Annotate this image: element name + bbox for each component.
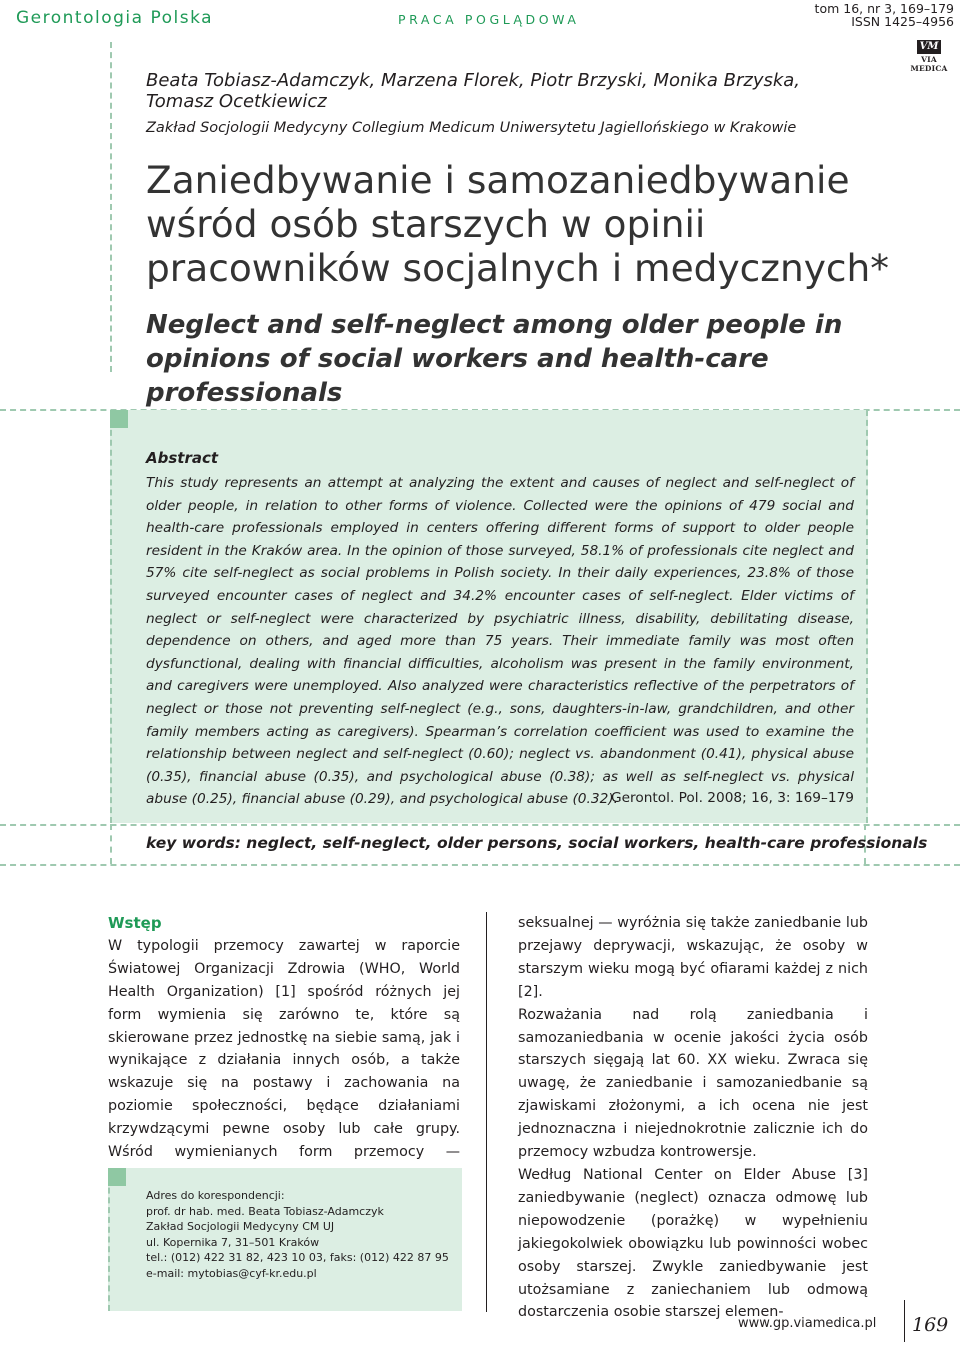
journal-name: Gerontologia Polska <box>16 8 214 28</box>
abstract-heading: Abstract <box>146 449 219 467</box>
correspondence-name: prof. dr hab. med. Beata Tobiasz-Adamczyk <box>146 1204 384 1218</box>
vm-logo-mark: VM <box>917 40 941 54</box>
volume-info <box>815 2 954 28</box>
dashed-divider-middle <box>0 824 960 826</box>
paragraph: W typologii przemocy zawartej w raporcie Światowej Organizacji Zdrowia (WHO, World Health Organization) [1] spośród różnych jej form wymienia się zarówno te, które są skierowane przez jednostkę na siebie samą, jak i wynikające z działania innych osób, a także wskazuje się na postawy i zachowania na poziomie społeczności, będące działaniami krzywdzącymi pewne osoby lub całe grupy. Wśród wymienianych form przemocy — <box>108 937 460 1161</box>
dashed-margin-line <box>110 824 112 864</box>
correspondence-dept: Zakład Socjologii Medycyny CM UJ <box>146 1220 335 1233</box>
affiliation: Zakład Socjologii Medycyny Collegium Medicum Uniwersytetu Jagiellońskiego w Krakowie <box>146 120 797 136</box>
keywords: key words: neglect, self-neglect, older persons, social workers, health-care professionals <box>146 834 928 852</box>
citation: Gerontol. Pol. 2008; 16, 3: 169–179 <box>611 790 854 806</box>
title-polish: Zaniedbywanie i samozaniedbywanie wśród osób starszych w opinii pracowników socjalnych i medycznych* <box>146 158 890 290</box>
authors: Beata Tobiasz-Adamczyk, Marzena Florek, Piotr Brzyski, Monika Brzyska, Tomasz Ocetkiewicz <box>146 70 801 112</box>
body-column-right <box>518 912 868 1324</box>
correspondence-email: e-mail: mytobias@cyf-kr.edu.pl <box>146 1266 317 1280</box>
section-heading: Wstęp <box>108 914 162 932</box>
correspondence-phone: tel.: (012) 422 31 82, 423 10 03, faks: (012) 422 87 95 <box>146 1251 449 1264</box>
correspondence-text <box>146 1188 449 1281</box>
column-separator <box>486 912 487 1312</box>
marker-square <box>108 1168 126 1186</box>
page-number: 169 <box>912 1314 949 1336</box>
via-medica-logo <box>902 40 956 73</box>
journal-url: www.gp.viamedica.pl <box>738 1316 877 1331</box>
marker-square <box>110 410 128 428</box>
vm-logo-text: VIA MEDICA <box>910 55 948 73</box>
paragraph: Rozważania nad rolą zaniedbania i samozaniedbania w ocenie jakości życia osób starszych sięgają lat 60. XX wieku. Zwraca się uwagę, że zaniedbanie i samozaniedbanie są zjawiskami złożonymi, a ich ocena nie jest jednoznaczna i niejednokrotnie zalicznie ich do przemocy wzbudza kontrowersje. <box>518 1006 868 1161</box>
dashed-margin-line <box>110 42 112 372</box>
correspondence-label: Adres do korespondencji: <box>146 1189 285 1202</box>
title-english: Neglect and self-neglect among older people in opinions of social workers and health-care professionals <box>146 310 843 408</box>
dashed-divider-bottom <box>0 864 960 866</box>
issn-line: ISSN 1425–4956 <box>851 14 954 29</box>
paragraph: Według National Center on Elder Abuse [3] zaniedbywanie (neglect) oznacza odmowę lub niepowodzenie (porażkę) w wypełnieniu jakiegokolwiek obowiązku lub powinności wobec osoby starszej. Zwykle zaniedbywanie jest utożsamiane z zaniechaniem lub odmową dostarczenia osobie starszej elemen- <box>518 1166 868 1321</box>
abstract-text: This study represents an attempt at analyzing the extent and causes of neglect and self-neglect of older people, in relation to other forms of violence. Collected were the opinions of 479 social and health-care professionals employed in centers offering different forms of support to older people resident in the Kraków area. In the opinion of those surveyed, 58.1% of professionals cite neglect and 57% cite self-neglect as social problems in Polish society. In their daily experiences, 23.8% of those surveyed encounter cases of neglect and 34.2% encounter cases of self-neglect. Elder victims of neglect or self-neglect were characterized by psychiatric illness, disability, debilitating disease, dependence on others, and aged more than 75 years. Their immediate family was most often dysfunctional, dealing with financial difficulties, alcoholism was present in the family environment, and caregivers were unemployed. Also analyzed were characteristics reflective of the perpetrators of neglect or those not preventing self-neglect (e.g., sons, daughters-in-law, grandchildren, and other family members acting as caregivers). Spearman’s correlation coefficient was used to examine the relationship between neglect and self-neglect (0.60); neglect vs. abandonment (0.41), physical abuse (0.35), financial abuse (0.35), and psychological abuse (0.38); as well as self-neglect vs. physical abuse (0.25), financial abuse (0.29), and psychological abuse (0.32). <box>146 475 854 808</box>
paragraph: seksualnej — wyróżnia się także zaniedbanie lub przejawy deprywacji, wskazując, że osoby w starszym wieku mogą być ofiarami każdej z nich [2]. <box>518 915 868 1000</box>
body-column-left <box>108 912 460 1187</box>
page-number-rule <box>904 1300 905 1342</box>
correspondence-address: ul. Kopernika 7, 31–501 Kraków <box>146 1235 320 1249</box>
volume-line: tom 16, nr 3, 169–179 <box>814 1 954 16</box>
article-type: PRACA POGLĄDOWA <box>398 12 580 27</box>
